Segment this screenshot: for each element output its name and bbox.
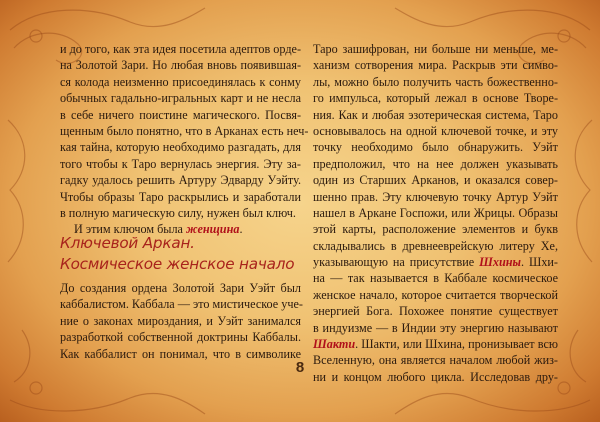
- sentence-suffix: .: [239, 222, 243, 237]
- text-line: обычных гадально-игральных карт и не несла: [60, 91, 301, 106]
- text-line: [313, 107, 558, 123]
- highlighted-word-woman: женщина: [186, 222, 240, 237]
- left-column: [60, 41, 309, 238]
- text-run: ния. Как и любая эзотерическая система, Таро: [313, 107, 558, 122]
- text-run: энергией Бога. Похожее понятие существует: [313, 304, 558, 319]
- text-line: Как каббалист он понимал, что в символике: [60, 346, 301, 361]
- text-line: [313, 139, 558, 155]
- text-line: [313, 57, 558, 73]
- section-heading: [60, 233, 301, 275]
- highlighted-word: Шхины: [479, 255, 521, 270]
- text-run: лы, можно было получить часть божественно-: [313, 74, 558, 89]
- left-column-section-text: [60, 280, 301, 362]
- text-line: того чтобы к Таро вернулась энергия. Эту за-: [60, 156, 301, 171]
- text-line: [313, 205, 558, 221]
- text-line: гадку удалось решить Артуру Эдварду Уэйту.: [60, 173, 301, 188]
- text-line: и до того, как эта идея посетила адептов орде-: [60, 42, 301, 56]
- text-line: [313, 172, 558, 188]
- text-line: [313, 221, 558, 237]
- text-run: нашел в Аркане Госпожи, или Жрицы. Образы: [313, 205, 558, 220]
- text-line: каббалистом. Каббала — это мистическое уче-: [60, 297, 303, 312]
- text-run: указывающую на присутствие: [313, 255, 480, 270]
- text-run: Таро зашифрован, ни больше ни меньше, ме-: [313, 42, 558, 56]
- text-line: ние о законах мироздания, и Уэйт занимался: [60, 313, 301, 328]
- section-heading-line-2: Космическое женское начало: [60, 255, 295, 273]
- text-run: женское начало, которое считается творческой: [313, 287, 558, 302]
- text-run: ханизм сотворения мира. Раскрыв эти симво-: [313, 58, 558, 73]
- sentence-prefix: И этим ключом была: [74, 222, 187, 237]
- text-line: ся колода неизменно присоединялась к сонму: [60, 74, 301, 89]
- text-line: в полную магическую силу, нужен был ключ.: [60, 205, 296, 220]
- highlighted-word: Шакти: [313, 337, 356, 352]
- text-line: на Золотой Зари. Но любая вновь появившая-: [60, 58, 301, 73]
- right-column: [313, 41, 558, 385]
- text-line: разработкой собственной доктрины Каббалы.: [60, 330, 301, 345]
- text-line: [313, 90, 558, 106]
- text-line: [313, 74, 558, 90]
- text-run: предположил, что на нее должен указывать: [313, 156, 558, 171]
- text-line: [313, 287, 558, 303]
- text-line: До создания ордена Золотой Зари Уэйт был: [60, 281, 301, 295]
- text-line: кая тайна, которую необходимо разгадать, для: [60, 140, 301, 155]
- text-line: Чтобы образы Таро раскрылись и заработали: [60, 189, 301, 204]
- text-run: го импульса, который лежал в основе Творе-: [313, 91, 558, 106]
- text-run: шенно прав. Эту ключевую точку Артур Уэйт: [313, 189, 558, 204]
- text-line: [313, 238, 558, 254]
- text-line: [313, 336, 558, 352]
- text-line: [313, 41, 558, 57]
- text-run: один из Старших Арканов, и оказался совер-: [313, 173, 558, 188]
- text-run: точку необходимо было обнаружить. Уэйт: [313, 140, 558, 155]
- page-number: 8: [295, 359, 305, 376]
- text-run: этой карты, расположение элементов и букв: [313, 222, 558, 237]
- text-line: [313, 320, 558, 336]
- text-line: щенным было понятно, что в Арканах есть неч-: [60, 123, 309, 138]
- text-line: [313, 156, 558, 172]
- text-run: складывались в древнееврейскую литеру Хе,: [313, 238, 558, 253]
- text-line: [313, 270, 558, 286]
- text-run: ни и концом любого цикла. Исследовав дру-: [313, 369, 558, 384]
- text-line: в себе ничего поистине магического. Посвя-: [60, 107, 301, 122]
- text-line: [313, 189, 558, 205]
- text-run: на — так называется в Каббале космическое: [313, 271, 558, 286]
- text-run: Вселенную, она является началом любой жиз-: [313, 353, 558, 368]
- text-run: в индуизме — в Индии эту энергию называют: [313, 320, 558, 335]
- text-line: [313, 254, 558, 270]
- text-run: . Шхи-: [521, 255, 558, 270]
- text-run: . Шакти, или Шхина, пронизывает всю: [355, 337, 558, 352]
- text-line: [313, 123, 558, 139]
- text-line: [313, 303, 558, 319]
- section-heading-line-1: Ключевой Аркан.: [60, 234, 195, 252]
- text-run: основывалось на одной ключевой точке, и эту: [313, 123, 558, 138]
